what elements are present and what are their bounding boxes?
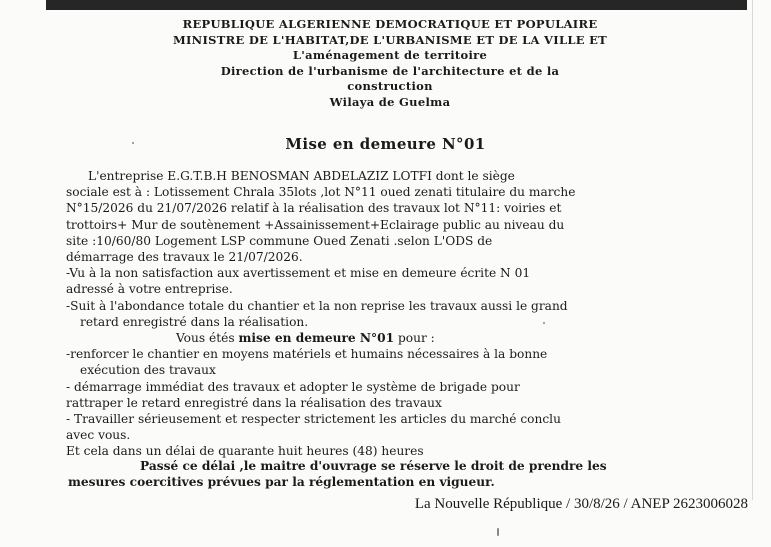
summons-prefix: Vous étés [176,331,239,346]
list-item-line: rattraper le retard enregistré dans la réalisation des travaux [66,395,442,410]
header-line-direction: Direction de l'urbanisme de l'architecture et de la [220,63,560,78]
body-line: L'entreprise E.G.T.B.H BENOSMAN ABDELAZIZ LOTFI dont le siège [88,169,515,183]
header-line-republic: REPUBLIQUE ALGERIENNE DEMOCRATIQUE ET POPULAIRE [182,17,598,31]
list-item-line: exécution des travaux [80,363,216,378]
deadline-line: Et cela dans un délai de quarante huit heures (48) heures [66,444,424,459]
summons-suffix: pour : [394,331,435,346]
document-body [66,168,726,460]
document-title: Mise en demeure N°01 [285,135,486,153]
list-item-line: avec vous. [66,428,131,443]
list-item-line: - démarrage immédiat des travaux et adopter le système de brigade pour [66,379,520,394]
scan-speck [132,142,134,144]
body-line: adressé à votre entreprise. [66,282,233,297]
closing-line: Passé ce délai ,le maitre d'ouvrage se réserve le droit de prendre les [140,459,607,473]
body-line: sociale est à : Lotissement Chrala 35lots ,lot N°11 oued zenati titulaire du marche [66,185,576,200]
list-item-line: - Travailler sérieusement et respecter strictement les articles du marché conclu [66,412,561,427]
document-header [100,17,680,110]
body-line: trottoirs+ Mur de soutènement +Assainissement+Eclairage public au niveau du [66,217,565,232]
scan-speck [497,528,499,536]
scan-speck [543,322,545,324]
right-margin-line [752,0,753,500]
body-line: -Suit à l'abondance totale du chantier et la non reprise les travaux aussi le grand [66,298,568,313]
header-line-construction: construction [347,79,433,93]
header-line-amenagement: L'aménagement de territoire [292,48,488,62]
body-line: site :10/60/80 Logement LSP commune Oued Zenati .selon L'ODS de [66,233,493,248]
body-line: -Vu à la non satisfaction aux avertissement et mise en demeure écrite N 01 [66,266,531,281]
body-line: N°15/2026 du 21/07/2026 relatif à la réalisation des travaux lot N°11: voiries et [66,201,562,216]
header-line-wilaya: Wilaya de Guelma [329,94,451,109]
summons-bold: mise en demeure N°01 [238,331,395,346]
header-line-ministry: MINISTRE DE L'HABITAT,DE L'URBANISME ET DE LA VILLE ET [172,32,608,47]
closing-statement [68,458,738,490]
summons-line [66,330,726,346]
publication-source: La Nouvelle République / 30/8/26 / ANEP 2623006028 [414,496,748,512]
top-border-bar [46,0,747,10]
body-line: retard enregistré dans la réalisation. [80,314,309,329]
body-line: démarrage des travaux le 21/07/2026. [66,250,303,265]
closing-line: mesures coercitives prévues par la réglementation en vigueur. [68,475,495,489]
list-item-line: -renforcer le chantier en moyens matériels et humains nécessaires à la bonne [66,347,548,362]
